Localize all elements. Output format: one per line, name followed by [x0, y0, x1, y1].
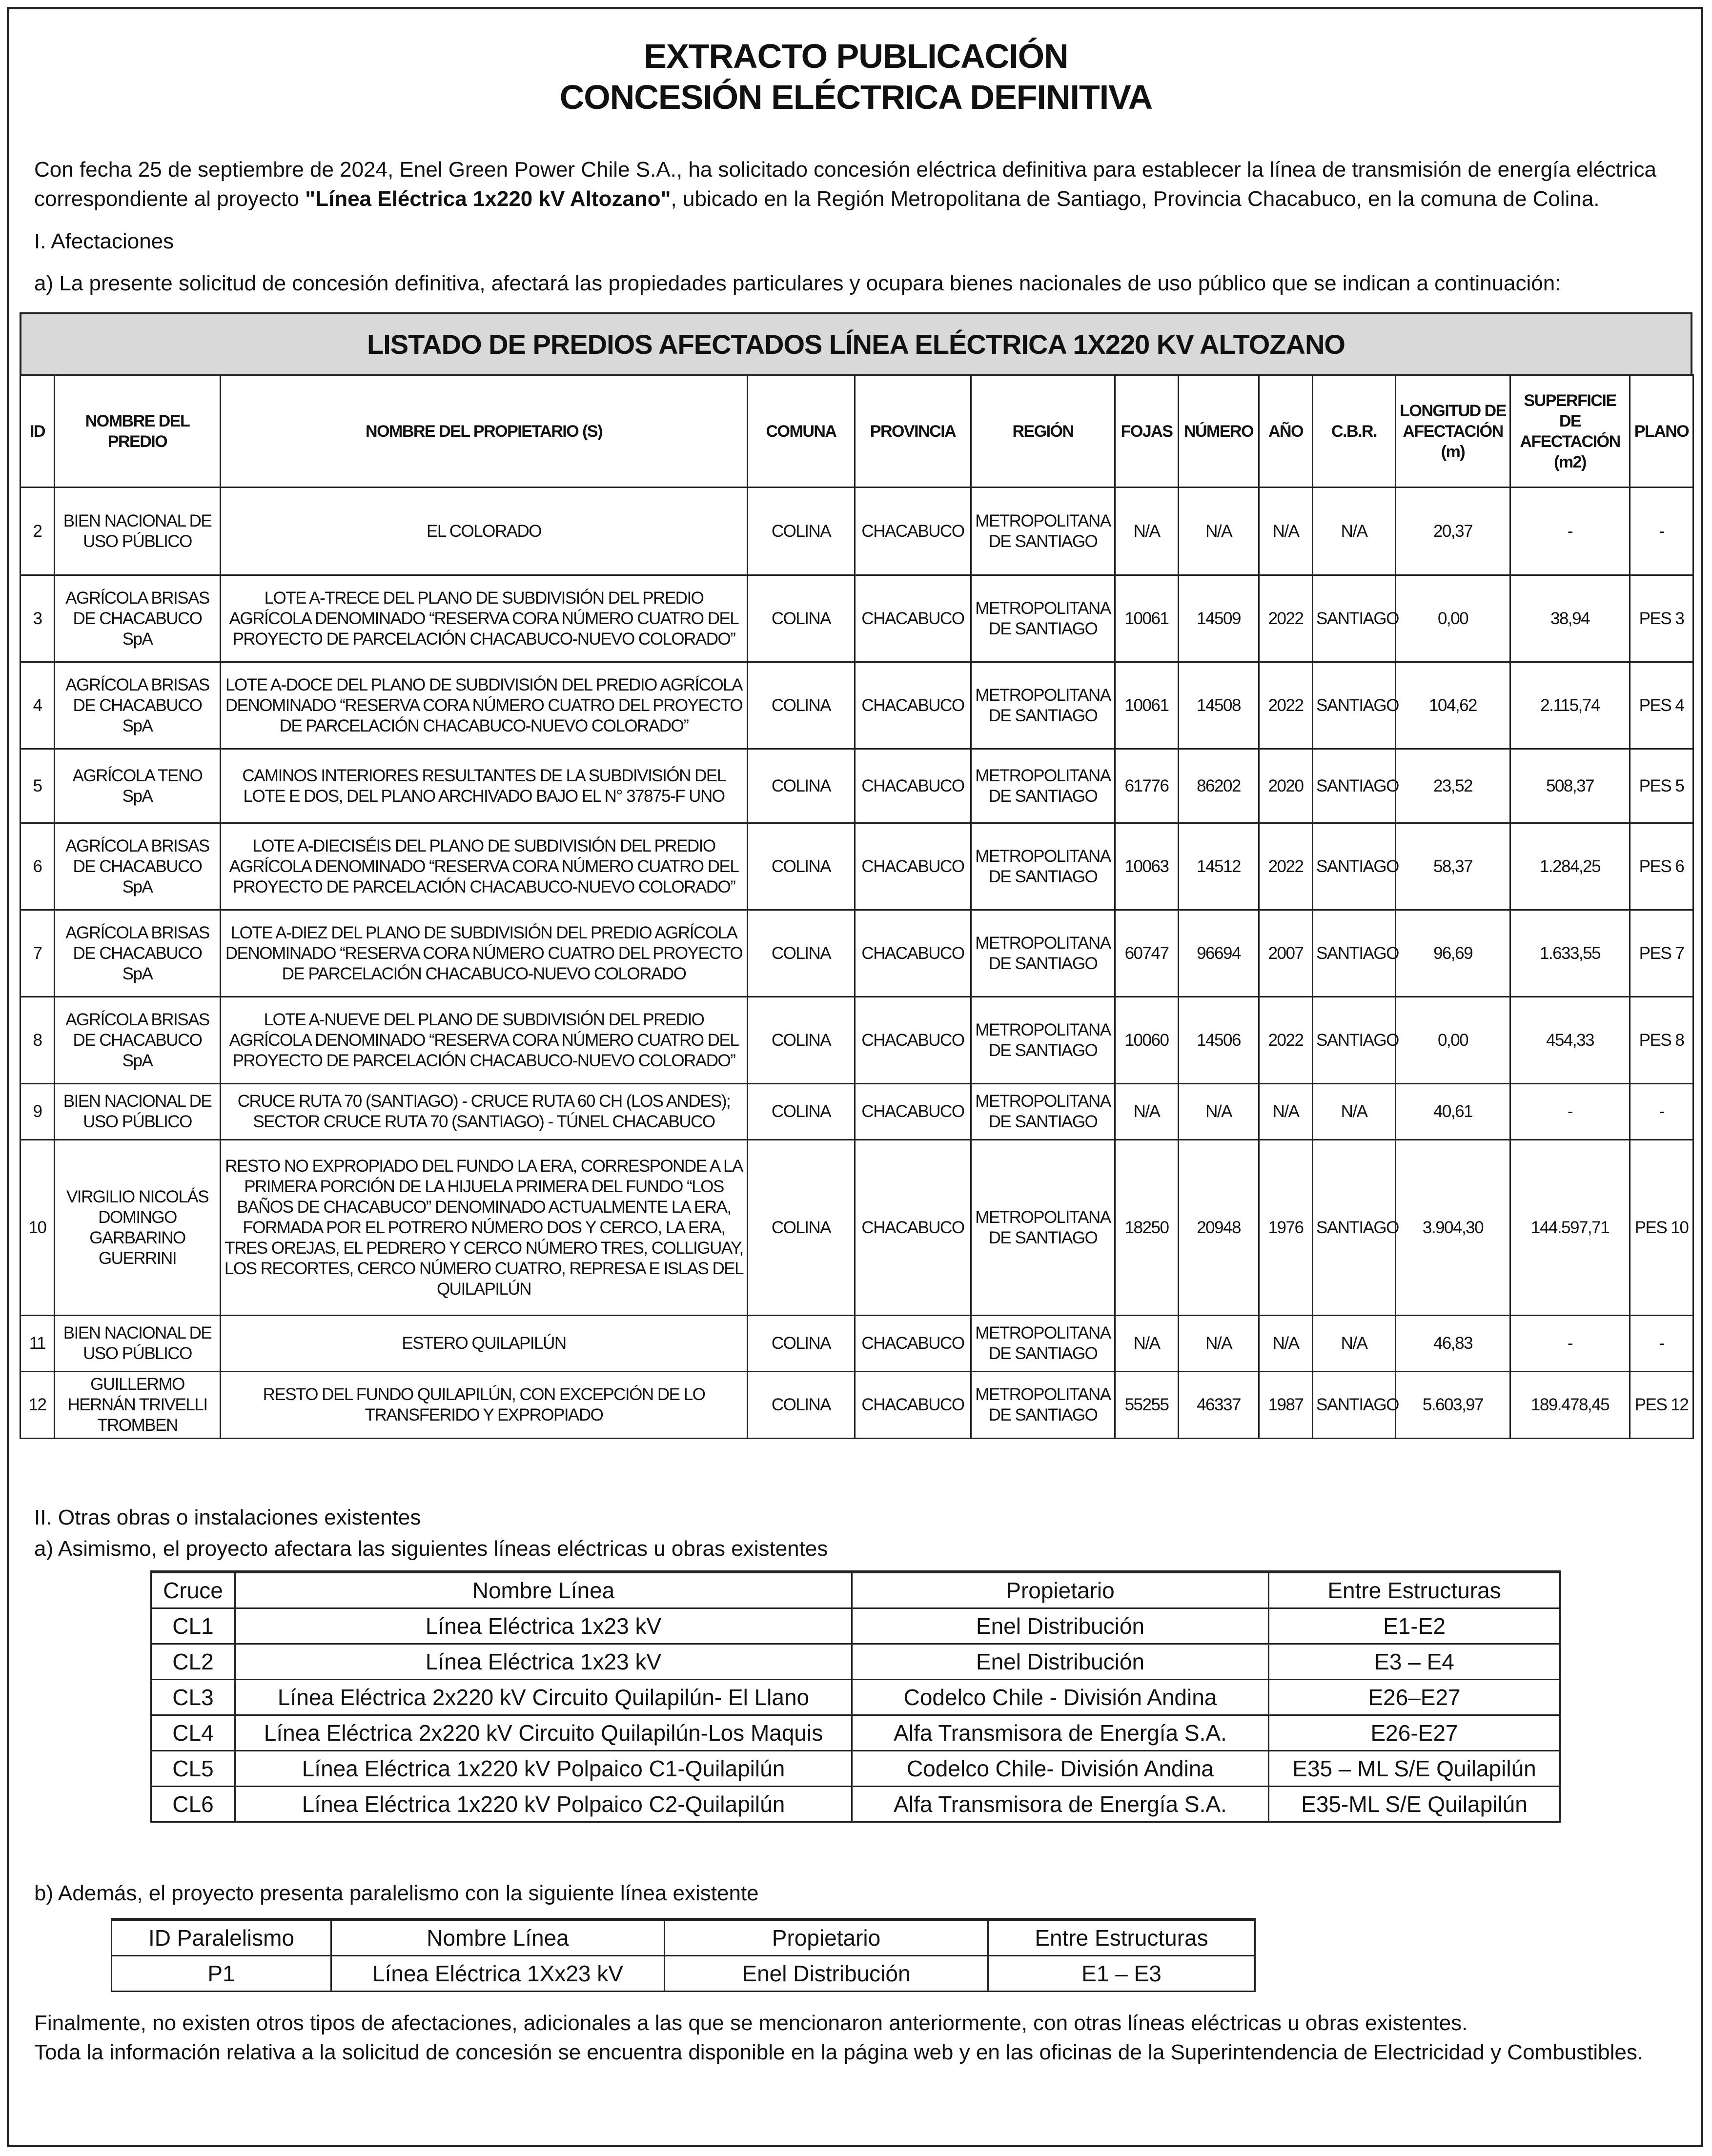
cell-plano: -	[1630, 1084, 1693, 1140]
table-row	[20, 575, 1693, 662]
cell-comuna: COLINA	[748, 1084, 855, 1140]
intro-text-part1: Con fecha 25 de septiembre de 2024, Enel Green Power Chile S.A., ha solicitado concesión eléctrica definitiva para establecer la línea de transmisión de energía eléctrica correspondiente al proyecto	[34, 158, 1656, 211]
cell-propietario: LOTE A-NUEVE DEL PLANO DE SUBDIVISIÓN DEL PREDIO AGRÍCOLA DENOMINADO “RESERVA CORA NÚMERO CUATRO DEL PROYECTO DE PARCELACIÓN CHACABUCO-NUEVO COLORADO”	[221, 997, 748, 1084]
cell-comuna: COLINA	[748, 823, 855, 910]
cell-provincia: CHACABUCO	[855, 910, 971, 997]
cell-comuna: COLINA	[748, 997, 855, 1084]
header-cbr: C.B.R.	[1313, 375, 1396, 488]
cell-fojas: 10060	[1115, 997, 1179, 1084]
cell-predio: AGRÍCOLA TENO SpA	[55, 749, 221, 823]
table-row	[20, 910, 1693, 997]
cell-provincia: CHACABUCO	[855, 749, 971, 823]
cell-provincia: CHACABUCO	[855, 1316, 971, 1372]
cell-fojas: 10063	[1115, 823, 1179, 910]
cell-propietario: CAMINOS INTERIORES RESULTANTES DE LA SUBDIVISIÓN DEL LOTE E DOS, DEL PLANO ARCHIVADO BAJO EL N° 37875-F UNO	[221, 749, 748, 823]
existing-lines-cell: Alfa Transmisora de Energía S.A.	[852, 1715, 1269, 1751]
cell-anio: 1976	[1259, 1140, 1313, 1316]
cell-provincia: CHACABUCO	[855, 662, 971, 749]
cell-cbr: SANTIAGO	[1313, 575, 1396, 662]
existing-lines-cell: CL4	[151, 1715, 235, 1751]
cell-propietario: LOTE A-TRECE DEL PLANO DE SUBDIVISIÓN DEL PREDIO AGRÍCOLA DENOMINADO “RESERVA CORA NÚMERO CUATRO DEL PROYECTO DE PARCELACIÓN CHACABUCO-NUEVO COLORADO”	[221, 575, 748, 662]
table-row	[20, 1140, 1693, 1316]
existing-lines-cell: Línea Eléctrica 1x23 kV	[235, 1608, 852, 1644]
cell-plano: PES 5	[1630, 749, 1693, 823]
cell-longitud: 23,52	[1396, 749, 1510, 823]
cell-longitud: 3.904,30	[1396, 1140, 1510, 1316]
closing-line-2: Toda la información relativa a la solicitud de concesión se encuentra disponible en la página web y en las oficinas de la Superintendencia de Electricidad y Combustibles.	[34, 2040, 1644, 2064]
cell-anio: 2022	[1259, 575, 1313, 662]
parallel-lines-cell: Enel Distribución	[665, 1956, 988, 1992]
header-comuna: COMUNA	[748, 375, 855, 488]
cell-superficie: -	[1510, 488, 1630, 575]
cell-comuna: COLINA	[748, 910, 855, 997]
cell-id: 10	[20, 1140, 55, 1316]
existing-lines-cell: Codelco Chile- División Andina	[852, 1751, 1269, 1787]
cell-anio: N/A	[1259, 1316, 1313, 1372]
parallel-lines-cell: E1 – E3	[988, 1956, 1255, 1992]
existing-lines-cell: CL5	[151, 1751, 235, 1787]
table-row	[20, 1316, 1693, 1372]
cell-fojas: 10061	[1115, 662, 1179, 749]
cell-cbr: SANTIAGO	[1313, 749, 1396, 823]
existing-lines-cell: E3 – E4	[1269, 1644, 1560, 1680]
cell-cbr: SANTIAGO	[1313, 823, 1396, 910]
cell-propietario: ESTERO QUILAPILÚN	[221, 1316, 748, 1372]
cell-numero: 86202	[1179, 749, 1259, 823]
cell-longitud: 5.603,97	[1396, 1372, 1510, 1439]
cell-cbr: SANTIAGO	[1313, 1140, 1396, 1316]
intro-text-part2: , ubicado en la Región Metropolitana de Santiago, Provincia Chacabuco, en la comuna de Colina.	[671, 187, 1600, 211]
cell-id: 6	[20, 823, 55, 910]
cell-fojas: N/A	[1115, 1316, 1179, 1372]
cell-region: METROPOLITANA DE SANTIAGO	[971, 488, 1115, 575]
document-title-line-1: EXTRACTO PUBLICACIÓN	[644, 37, 1068, 75]
cell-id: 7	[20, 910, 55, 997]
cell-longitud: 46,83	[1396, 1316, 1510, 1372]
cell-propietario: EL COLORADO	[221, 488, 748, 575]
existing-lines-cell: Codelco Chile - División Andina	[852, 1680, 1269, 1715]
existing-lines-row	[151, 1644, 1560, 1680]
cell-longitud: 58,37	[1396, 823, 1510, 910]
cell-provincia: CHACABUCO	[855, 997, 971, 1084]
cell-anio: 2022	[1259, 997, 1313, 1084]
existing-lines-header-cell: Cruce	[151, 1572, 235, 1608]
header-numero: NÚMERO	[1179, 375, 1259, 488]
existing-lines-table	[150, 1570, 1561, 1823]
cell-comuna: COLINA	[748, 488, 855, 575]
cell-region: METROPOLITANA DE SANTIAGO	[971, 1084, 1115, 1140]
cell-superficie: -	[1510, 1084, 1630, 1140]
parallel-lines-header-cell: ID Paralelismo	[112, 1919, 331, 1956]
header-anio: AÑO	[1259, 375, 1313, 488]
cell-propietario: RESTO NO EXPROPIADO DEL FUNDO LA ERA, CORRESPONDE A LA PRIMERA PORCIÓN DE LA HIJUELA PRIMERA DEL FUNDO “LOS BAÑOS DE CHACABUCO” DENOMINADO ACTUALMENTE LA ERA, FORMADA POR EL POTRERO NÚMERO DOS Y CERCO, LA ERA, TRES OREJAS, EL PEDRERO Y CERCO NÚMERO TRES, COLLIGUAY, LOS RECORTES, CERCO NÚMERO CUATRO, REPRESA E ISLAS DEL QUILAPILÚN	[221, 1140, 748, 1316]
cell-superficie: 2.115,74	[1510, 662, 1630, 749]
cell-propietario: LOTE A-DOCE DEL PLANO DE SUBDIVISIÓN DEL PREDIO AGRÍCOLA DENOMINADO “RESERVA CORA NÚMERO CUATRO DEL PROYECTO DE PARCELACIÓN CHACABUCO-NUEVO COLORADO”	[221, 662, 748, 749]
cell-numero: 96694	[1179, 910, 1259, 997]
cell-fojas: 61776	[1115, 749, 1179, 823]
existing-lines-cell: Línea Eléctrica 2x220 kV Circuito Quilapilún- El Llano	[235, 1680, 852, 1715]
affected-properties-table	[20, 312, 1692, 1439]
cell-numero: N/A	[1179, 1316, 1259, 1372]
cell-predio: AGRÍCOLA BRISAS DE CHACABUCO SpA	[55, 823, 221, 910]
parallel-lines-cell: Línea Eléctrica 1Xx23 kV	[331, 1956, 665, 1992]
cell-fojas: 55255	[1115, 1372, 1179, 1439]
cell-anio: 2020	[1259, 749, 1313, 823]
affected-properties-table-title: LISTADO DE PREDIOS AFECTADOS LÍNEA ELÉCTRICA 1X220 KV ALTOZANO	[20, 312, 1692, 374]
cell-plano: PES 7	[1630, 910, 1693, 997]
header-region: REGIÓN	[971, 375, 1115, 488]
cell-region: METROPOLITANA DE SANTIAGO	[971, 1372, 1115, 1439]
parallel-lines-header-cell: Nombre Línea	[331, 1919, 665, 1956]
cell-region: METROPOLITANA DE SANTIAGO	[971, 1140, 1115, 1316]
cell-region: METROPOLITANA DE SANTIAGO	[971, 749, 1115, 823]
cell-predio: VIRGILIO NICOLÁS DOMINGO GARBARINO GUERRINI	[55, 1140, 221, 1316]
existing-lines-cell: Alfa Transmisora de Energía S.A.	[852, 1787, 1269, 1822]
cell-numero: N/A	[1179, 1084, 1259, 1140]
section-2-heading: II. Otras obras o instalaciones existentes	[34, 1505, 421, 1529]
cell-cbr: SANTIAGO	[1313, 910, 1396, 997]
cell-provincia: CHACABUCO	[855, 1084, 971, 1140]
affected-properties-grid	[20, 374, 1694, 1439]
existing-lines-header-row	[151, 1572, 1560, 1608]
cell-comuna: COLINA	[748, 1372, 855, 1439]
existing-lines-cell: E1-E2	[1269, 1608, 1560, 1644]
cell-anio: 2007	[1259, 910, 1313, 997]
parallel-lines-table	[111, 1918, 1256, 1992]
cell-comuna: COLINA	[748, 575, 855, 662]
cell-fojas: 10061	[1115, 575, 1179, 662]
cell-superficie: -	[1510, 1316, 1630, 1372]
section-2-item-b: b) Además, el proyecto presenta paralelismo con la siguiente línea existente	[34, 1881, 759, 1905]
existing-lines-row	[151, 1608, 1560, 1644]
header-superficie: SUPERFICIE DE AFECTACIÓN (m2)	[1510, 375, 1630, 488]
cell-plano: -	[1630, 488, 1693, 575]
existing-lines-rows	[151, 1572, 1560, 1822]
cell-anio: 1987	[1259, 1372, 1313, 1439]
table-row	[20, 1084, 1693, 1140]
existing-lines-cell: E26–E27	[1269, 1680, 1560, 1715]
section-1-heading: I. Afectaciones	[34, 229, 174, 253]
cell-region: METROPOLITANA DE SANTIAGO	[971, 997, 1115, 1084]
cell-plano: -	[1630, 1316, 1693, 1372]
cell-id: 8	[20, 997, 55, 1084]
cell-predio: GUILLERMO HERNÁN TRIVELLI TROMBEN	[55, 1372, 221, 1439]
cell-superficie: 144.597,71	[1510, 1140, 1630, 1316]
cell-provincia: CHACABUCO	[855, 488, 971, 575]
cell-region: METROPOLITANA DE SANTIAGO	[971, 823, 1115, 910]
cell-predio: BIEN NACIONAL DE USO PÚBLICO	[55, 1084, 221, 1140]
cell-superficie: 1.284,25	[1510, 823, 1630, 910]
existing-lines-cell: Línea Eléctrica 1x23 kV	[235, 1644, 852, 1680]
existing-lines-cell: E35 – ML S/E Quilapilún	[1269, 1751, 1560, 1787]
cell-superficie: 508,37	[1510, 749, 1630, 823]
table-row	[20, 823, 1693, 910]
affected-properties-rows	[20, 488, 1693, 1439]
section-1-item-a: a) La presente solicitud de concesión definitiva, afectará las propiedades particulares y ocupara bienes nacionales de uso público que se indican a continuación:	[34, 271, 1561, 295]
cell-region: METROPOLITANA DE SANTIAGO	[971, 1316, 1115, 1372]
cell-predio: AGRÍCOLA BRISAS DE CHACABUCO SpA	[55, 997, 221, 1084]
table-row	[20, 749, 1693, 823]
parallel-lines-cell: P1	[112, 1956, 331, 1992]
cell-provincia: CHACABUCO	[855, 1372, 971, 1439]
cell-cbr: N/A	[1313, 1316, 1396, 1372]
cell-provincia: CHACABUCO	[855, 575, 971, 662]
parallel-lines-rows	[112, 1919, 1255, 1992]
cell-longitud: 0,00	[1396, 575, 1510, 662]
cell-region: METROPOLITANA DE SANTIAGO	[971, 910, 1115, 997]
table-header-row	[20, 375, 1693, 488]
parallel-lines-row	[112, 1956, 1255, 1992]
table-row	[20, 488, 1693, 575]
cell-longitud: 20,37	[1396, 488, 1510, 575]
parallel-lines-header-row	[112, 1919, 1255, 1956]
cell-superficie: 189.478,45	[1510, 1372, 1630, 1439]
cell-cbr: SANTIAGO	[1313, 662, 1396, 749]
header-propietario: NOMBRE DEL PROPIETARIO (S)	[221, 375, 748, 488]
cell-id: 2	[20, 488, 55, 575]
cell-propietario: RESTO DEL FUNDO QUILAPILÚN, CON EXCEPCIÓN DE LO TRANSFERIDO Y EXPROPIADO	[221, 1372, 748, 1439]
header-predio: NOMBRE DEL PREDIO	[55, 375, 221, 488]
cell-cbr: N/A	[1313, 1084, 1396, 1140]
cell-anio: 2022	[1259, 823, 1313, 910]
parallel-lines-header-cell: Entre Estructuras	[988, 1919, 1255, 1956]
existing-lines-cell: CL6	[151, 1787, 235, 1822]
cell-predio: AGRÍCOLA BRISAS DE CHACABUCO SpA	[55, 575, 221, 662]
cell-id: 3	[20, 575, 55, 662]
cell-id: 11	[20, 1316, 55, 1372]
intro-paragraph	[34, 155, 1679, 214]
existing-lines-cell: Enel Distribución	[852, 1608, 1269, 1644]
existing-lines-cell: E35-ML S/E Quilapilún	[1269, 1787, 1560, 1822]
existing-lines-cell: E26-E27	[1269, 1715, 1560, 1751]
cell-comuna: COLINA	[748, 1316, 855, 1372]
header-plano: PLANO	[1630, 375, 1693, 488]
cell-plano: PES 12	[1630, 1372, 1693, 1439]
cell-predio: BIEN NACIONAL DE USO PÚBLICO	[55, 488, 221, 575]
document-title-line-2: CONCESIÓN ELÉCTRICA DEFINITIVA	[559, 78, 1153, 116]
existing-lines-row	[151, 1751, 1560, 1787]
table-row	[20, 997, 1693, 1084]
existing-lines-cell: CL2	[151, 1644, 235, 1680]
closing-line-1: Finalmente, no existen otros tipos de afectaciones, adicionales a las que se mencionaron anteriormente, con otras líneas eléctricas u obras existentes.	[34, 2011, 1468, 2035]
cell-predio: AGRÍCOLA BRISAS DE CHACABUCO SpA	[55, 662, 221, 749]
cell-region: METROPOLITANA DE SANTIAGO	[971, 575, 1115, 662]
cell-longitud: 40,61	[1396, 1084, 1510, 1140]
cell-plano: PES 6	[1630, 823, 1693, 910]
cell-plano: PES 4	[1630, 662, 1693, 749]
cell-longitud: 104,62	[1396, 662, 1510, 749]
cell-region: METROPOLITANA DE SANTIAGO	[971, 662, 1115, 749]
table-row	[20, 662, 1693, 749]
cell-anio: N/A	[1259, 1084, 1313, 1140]
existing-lines-cell: Línea Eléctrica 2x220 kV Circuito Quilapilún-Los Maquis	[235, 1715, 852, 1751]
header-fojas: FOJAS	[1115, 375, 1179, 488]
cell-numero: N/A	[1179, 488, 1259, 575]
cell-numero: 14512	[1179, 823, 1259, 910]
existing-lines-row	[151, 1680, 1560, 1715]
existing-lines-cell: Enel Distribución	[852, 1644, 1269, 1680]
cell-propietario: CRUCE RUTA 70 (SANTIAGO) - CRUCE RUTA 60 CH (LOS ANDES); SECTOR CRUCE RUTA 70 (SANTIAGO) - TÚNEL CHACABUCO	[221, 1084, 748, 1140]
header-provincia: PROVINCIA	[855, 375, 971, 488]
table-row	[20, 1372, 1693, 1439]
cell-comuna: COLINA	[748, 662, 855, 749]
cell-id: 9	[20, 1084, 55, 1140]
cell-longitud: 96,69	[1396, 910, 1510, 997]
existing-lines-header-cell: Nombre Línea	[235, 1572, 852, 1608]
existing-lines-header-cell: Propietario	[852, 1572, 1269, 1608]
existing-lines-cell: Línea Eléctrica 1x220 kV Polpaico C1-Quilapilún	[235, 1751, 852, 1787]
cell-fojas: N/A	[1115, 1084, 1179, 1140]
existing-lines-row	[151, 1787, 1560, 1822]
cell-id: 5	[20, 749, 55, 823]
cell-anio: 2022	[1259, 662, 1313, 749]
cell-numero: 14508	[1179, 662, 1259, 749]
cell-fojas: N/A	[1115, 488, 1179, 575]
existing-lines-header-cell: Entre Estructuras	[1269, 1572, 1560, 1608]
cell-plano: PES 10	[1630, 1140, 1693, 1316]
cell-superficie: 38,94	[1510, 575, 1630, 662]
section-2-item-a: a) Asimismo, el proyecto afectara las siguientes líneas eléctricas u obras existentes	[34, 1537, 828, 1561]
cell-fojas: 60747	[1115, 910, 1179, 997]
cell-propietario: LOTE A-DIECISÉIS DEL PLANO DE SUBDIVISIÓN DEL PREDIO AGRÍCOLA DENOMINADO “RESERVA CORA NÚMERO CUATRO DEL PROYECTO DE PARCELACIÓN CHACABUCO-NUEVO COLORADO”	[221, 823, 748, 910]
cell-numero: 14509	[1179, 575, 1259, 662]
cell-comuna: COLINA	[748, 749, 855, 823]
parallel-lines-header-cell: Propietario	[665, 1919, 988, 1956]
existing-lines-cell: Línea Eléctrica 1x220 kV Polpaico C2-Quilapilún	[235, 1787, 852, 1822]
cell-id: 4	[20, 662, 55, 749]
cell-numero: 14506	[1179, 997, 1259, 1084]
cell-provincia: CHACABUCO	[855, 823, 971, 910]
project-name: "Línea Eléctrica 1x220 kV Altozano"	[305, 187, 671, 211]
cell-cbr: SANTIAGO	[1313, 997, 1396, 1084]
cell-comuna: COLINA	[748, 1140, 855, 1316]
existing-lines-cell: CL3	[151, 1680, 235, 1715]
cell-cbr: SANTIAGO	[1313, 1372, 1396, 1439]
cell-propietario: LOTE A-DIEZ DEL PLANO DE SUBDIVISIÓN DEL PREDIO AGRÍCOLA DENOMINADO “RESERVA CORA NÚMERO CUATRO DEL PROYECTO DE PARCELACIÓN CHACABUCO-NUEVO COLORADO	[221, 910, 748, 997]
cell-plano: PES 3	[1630, 575, 1693, 662]
cell-predio: AGRÍCOLA BRISAS DE CHACABUCO SpA	[55, 910, 221, 997]
cell-plano: PES 8	[1630, 997, 1693, 1084]
header-id: ID	[20, 375, 55, 488]
cell-longitud: 0,00	[1396, 997, 1510, 1084]
cell-numero: 20948	[1179, 1140, 1259, 1316]
cell-cbr: N/A	[1313, 488, 1396, 575]
cell-id: 12	[20, 1372, 55, 1439]
existing-lines-row	[151, 1715, 1560, 1751]
cell-predio: BIEN NACIONAL DE USO PÚBLICO	[55, 1316, 221, 1372]
cell-superficie: 454,33	[1510, 997, 1630, 1084]
cell-fojas: 18250	[1115, 1140, 1179, 1316]
cell-numero: 46337	[1179, 1372, 1259, 1439]
cell-superficie: 1.633,55	[1510, 910, 1630, 997]
header-longitud: LONGITUD DE AFECTACIÓN (m)	[1396, 375, 1510, 488]
cell-anio: N/A	[1259, 488, 1313, 575]
existing-lines-cell: CL1	[151, 1608, 235, 1644]
cell-provincia: CHACABUCO	[855, 1140, 971, 1316]
